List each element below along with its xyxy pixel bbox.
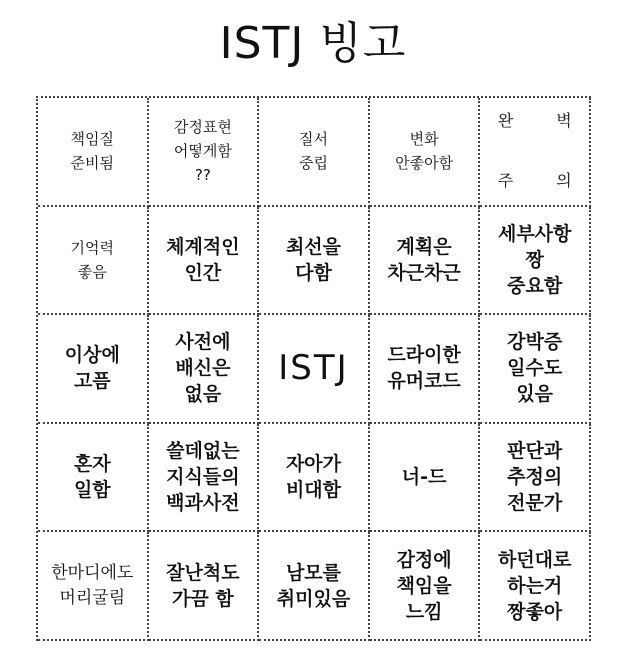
bingo-cell-text: 변화 안좋아함 — [395, 130, 454, 173]
bingo-cell-text: 드라이한 유머코드 — [387, 344, 461, 393]
bingo-cell-text: 잘난척도 가끔 함 — [166, 561, 240, 610]
bingo-cell-text: 하던대로 하는거 짱좋아 — [497, 548, 572, 623]
bingo-cell-text: 질서 중립 — [299, 130, 328, 173]
bingo-cell[interactable] — [480, 424, 591, 533]
bingo-cell-text: 혼자 일함 — [73, 453, 111, 502]
bingo-cell[interactable] — [149, 424, 260, 533]
bingo-cell-text: 사전에 배신은 없음 — [175, 331, 231, 406]
bingo-cell[interactable] — [370, 532, 481, 641]
bingo-cell-text: 이상에 고픔 — [64, 344, 120, 393]
bingo-cell[interactable] — [149, 532, 260, 641]
bingo-cell[interactable] — [38, 532, 149, 641]
bingo-cell-text: 최선을 다함 — [285, 235, 342, 284]
bingo-cell[interactable] — [259, 532, 370, 641]
bingo-cell-text: 감정표현 어떻게함 ?? — [173, 118, 232, 185]
bingo-cell[interactable] — [149, 315, 260, 424]
bingo-cell-text: 감정에 책임을 느낌 — [396, 548, 452, 623]
bingo-cell[interactable] — [370, 315, 481, 424]
bingo-cell[interactable] — [480, 98, 591, 207]
bingo-cell-text: 체계적인 인간 — [166, 235, 240, 284]
bingo-cell[interactable] — [259, 98, 370, 207]
bingo-cell[interactable] — [259, 424, 370, 533]
page-title: ISTJ 빙고 — [219, 18, 407, 69]
bingo-cell-text: 계획은 차근차근 — [387, 235, 461, 284]
bingo-cell-text: 판단과 추정의 전문가 — [507, 440, 563, 515]
bingo-board — [36, 96, 591, 641]
bingo-cell[interactable] — [370, 207, 481, 316]
bingo-cell[interactable] — [480, 207, 591, 316]
bingo-cell[interactable] — [149, 207, 260, 316]
bingo-cell[interactable] — [38, 98, 149, 207]
bingo-cell[interactable] — [370, 98, 481, 207]
bingo-cell-text: 한마디에도 머리굴림 — [51, 562, 134, 608]
bingo-cell-text: 기억력 좋음 — [70, 238, 115, 281]
bingo-cell[interactable] — [259, 207, 370, 316]
bingo-cell-text: 자아가 비대함 — [285, 453, 342, 502]
bingo-cell[interactable] — [480, 532, 591, 641]
bingo-cell-text: 완 벽 주 의 — [497, 111, 572, 191]
bingo-cell-text: 남모를 취미있음 — [276, 561, 351, 610]
bingo-cell-text: 세부사항 짱 중요함 — [497, 222, 572, 297]
bingo-cell[interactable] — [370, 424, 481, 533]
bingo-cell[interactable] — [38, 315, 149, 424]
bingo-cell-text: 쓸데없는 지식들의 백과사전 — [166, 440, 240, 515]
bingo-cell[interactable] — [480, 315, 591, 424]
bingo-center-cell[interactable] — [259, 315, 370, 424]
bingo-cell[interactable] — [38, 207, 149, 316]
bingo-cell[interactable] — [149, 98, 260, 207]
bingo-cell-text: 책임질 준비됨 — [70, 130, 115, 173]
bingo-cell-text: 강박증 일수도 있음 — [507, 331, 563, 406]
bingo-center-text: ISTJ — [278, 348, 349, 389]
bingo-cell[interactable] — [38, 424, 149, 533]
bingo-cell-text: 너-드 — [401, 466, 447, 489]
